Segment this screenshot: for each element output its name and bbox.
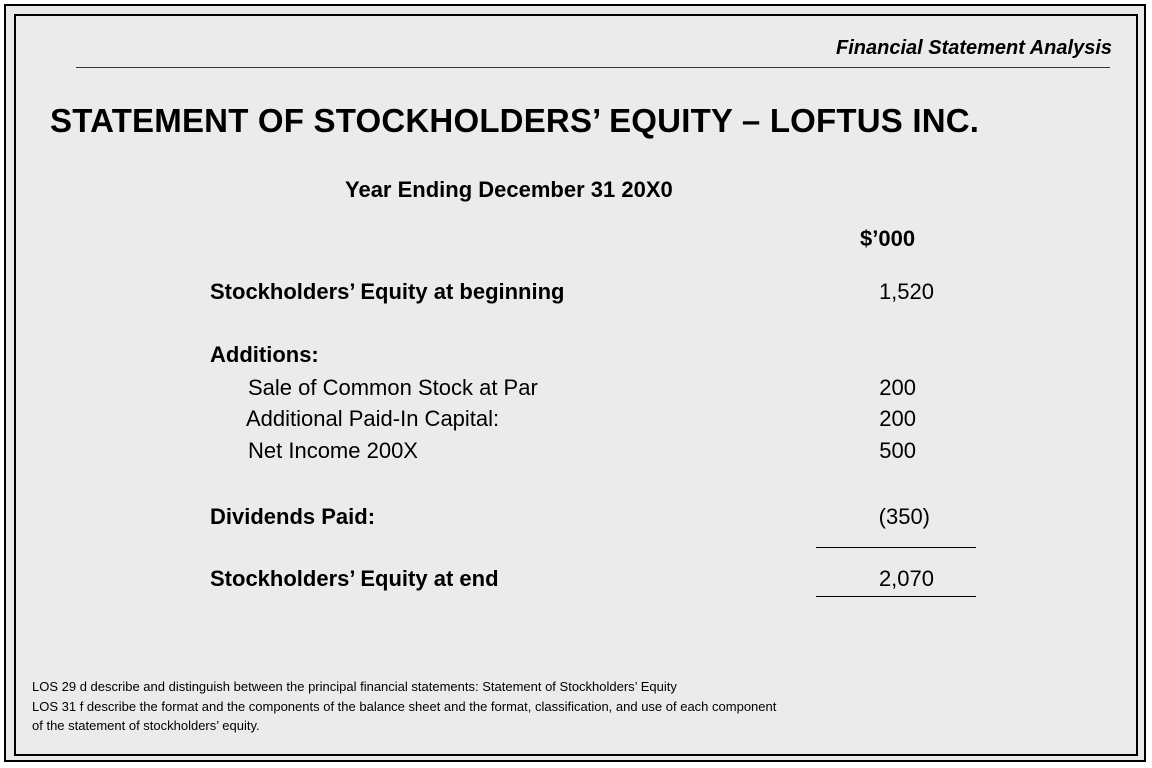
unit-label: $’000 — [860, 226, 916, 251]
row-label-apic: Additional Paid-In Capital: — [246, 406, 500, 431]
row-label-net-income: Net Income 200X — [248, 438, 418, 463]
row-label-sale-common-stock: Sale of Common Stock at Par — [248, 375, 538, 400]
row-value-dividends: (350) — [878, 504, 930, 529]
row-value-ending: 2,070 — [878, 566, 934, 591]
total-rule — [816, 596, 976, 597]
row-label-beginning: Stockholders’ Equity at beginning — [210, 279, 565, 304]
row-value-sale-common-stock: 200 — [879, 375, 916, 400]
subtotal-rule — [816, 547, 976, 548]
statement-title: STATEMENT OF STOCKHOLDERS’ EQUITY – LOFTUS INC. — [50, 102, 980, 139]
row-label-ending: Stockholders’ Equity at end — [210, 566, 499, 591]
header-divider — [76, 67, 1110, 68]
row-value-apic: 200 — [879, 406, 916, 431]
row-value-beginning: 1,520 — [878, 279, 934, 304]
los-note-3: of the statement of stockholders’ equity. — [32, 718, 260, 733]
row-label-dividends: Dividends Paid: — [210, 504, 376, 529]
los-note-2: LOS 31 f describe the format and the components of the balance sheet and the format, classification, and use of each component — [32, 699, 777, 714]
row-label-additions: Additions: — [210, 342, 319, 367]
statement-period: Year Ending December 31 20X0 — [345, 177, 673, 202]
header-title: Financial Statement Analysis — [835, 37, 1112, 59]
row-value-net-income: 500 — [879, 438, 916, 463]
los-note-1: LOS 29 d describe and distinguish between the principal financial statements: Statement of Stockholders’ Equity — [32, 679, 677, 694]
